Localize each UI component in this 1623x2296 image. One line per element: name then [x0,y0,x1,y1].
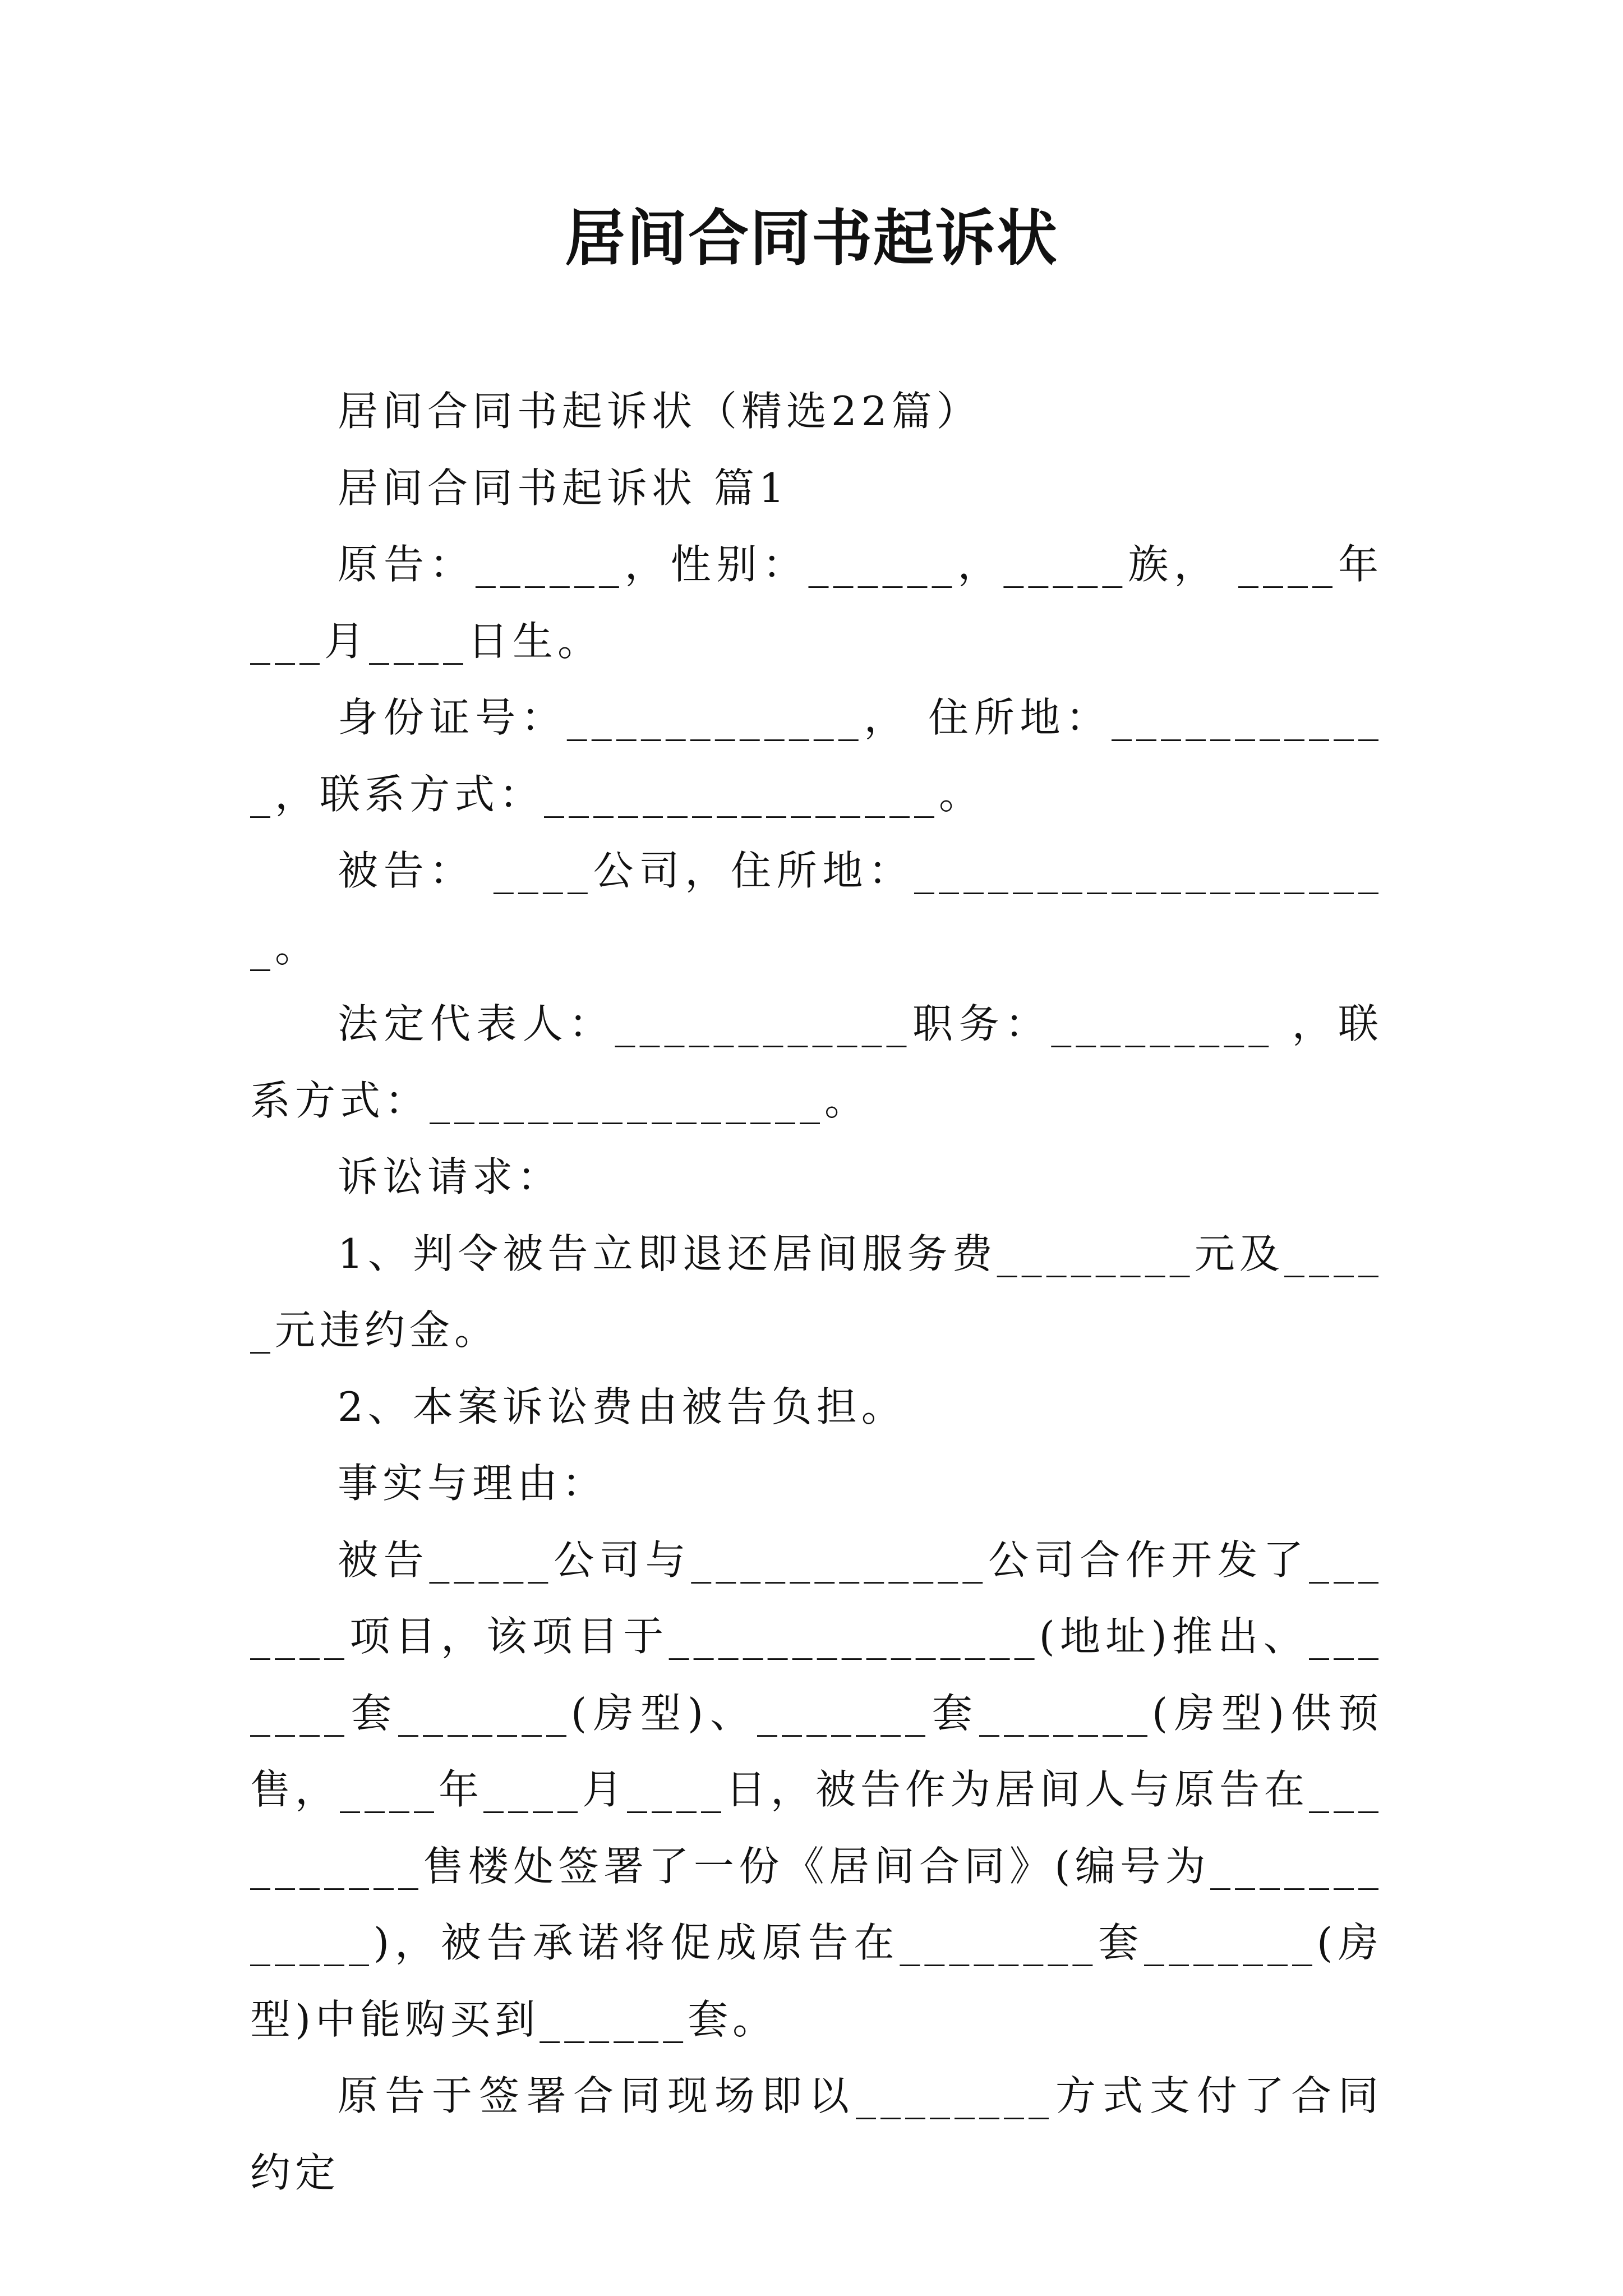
paragraph-claims-heading: 诉讼请求： [338,1153,562,1200]
paragraph-claim-1: 1、判令被告立即退还居间服务费________元及_____元违约金。 [250,1230,1383,1354]
paragraph-section-heading: 居间合同书起诉状 篇1 [338,464,789,512]
paragraph-subtitle: 居间合同书起诉状（精选22篇） [338,388,981,435]
paragraph-id-address: 身份证号：____________， 住所地：____________，联系方式：________________。 [250,694,1383,818]
paragraph-defendant: 被告： ____公司，住所地：____________________。 [250,847,1383,971]
paragraph-facts: 被告_____公司与____________公司合作开发了_______项目，该项目于_______________(地址)推出、_______套_______(房型)、_______套_______(房型)供预售，____年____月____日，被告作为居间人与原告在__________售楼处签署了一份《居间合同》(编号为____________)，被告承诺将促成原告在________套_______(房型)中能购买到______套。 [250,1536,1384,2043]
document-title: 居间合同书起诉状 [564,203,1058,274]
paragraph-facts-heading: 事实与理由： [338,1460,607,1507]
paragraph-plaintiff: 原告：______，性别：______，_____族， ____年___月____日生。 [250,541,1383,665]
paragraph-legal-rep: 法定代表人：____________职务：_________ ，联系方式：________________。 [250,1000,1383,1124]
paragraph-payment: 原告于签署合同现场即以________方式支付了合同约定 [250,2072,1383,2196]
paragraph-claim-2: 2、本案诉讼费由被告负担。 [338,1383,906,1430]
document-body [250,373,1383,2211]
